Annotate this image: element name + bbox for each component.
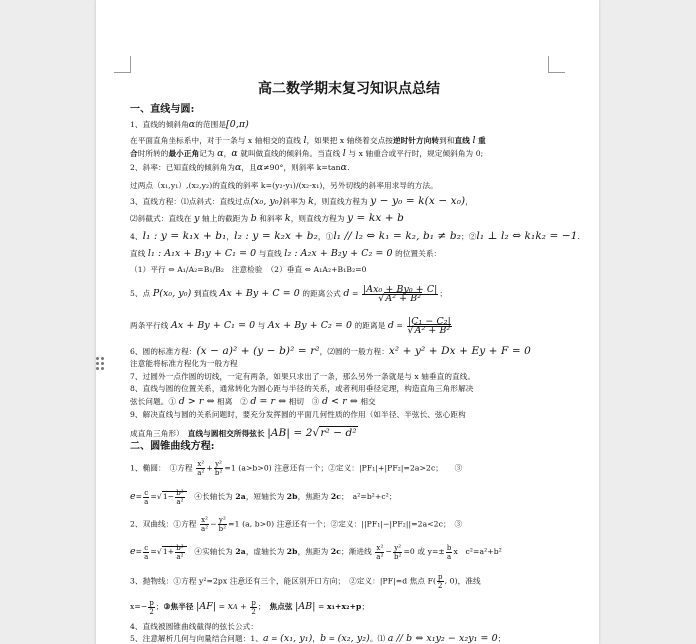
conic-ellipse-properties: e= $\frac{c}{a}$ =√1− $\frac{\text{b²}}{\text{a²}}$ ④长轴长为 2a，短轴长为 2b，焦距为 2c； a²=b²+c²； (130, 488, 397, 506)
section-heading-conics: 二、圆锥曲线方程: (130, 441, 215, 452)
item-3-slope-intercept: ⑵斜截式：直线在 y 轴上的截距为 b 和斜率 k，则直线方程为 y = kx + b (130, 212, 404, 224)
conic-parabola: 3、抛物线：①方程 y²=2px 注意还有三个，能区别开口方向； ②定义：|PF|=d 焦点 F( $\frac{p}{2}$ , 0)，准线 (130, 573, 481, 590)
paragraph-drag-handle[interactable] (96, 357, 104, 371)
item-4-general-form: 直线 l₁ : A₁x + B₁y + C₁ = 0 与直线 l₂ : A₂x + B₂y + C₂ = 0 的位置关系： (130, 248, 442, 259)
item-3-point-slope: 3、直线方程：⑴点斜式：直线过点(x₀, y₀)斜率为 k，则直线方程为 y − y₀ = k(x − x₀)， (130, 195, 473, 207)
item-8-cases: 弦长问题。① d > r ⇔ 相离 ② d = r ⇔ 相切 ③ d < r ⇔ 相交 (130, 396, 376, 407)
item-2-two-points: 过两点（x₁,y₁）,(x₂,y₂)的直线的斜率 k=(y₂-y₁)/(x₂-x₁)，另外切线的斜率用求导的方法。 (130, 181, 438, 190)
conic-ellipse: 1、椭圆： ①方程 $\frac{\text{x²}}{\text{a²}}$ + $\frac{\text{y²}}{\text{b²}}$ =1 (a>b>0) 注意还有一个；②定义：|PF₁|+|PF₂|=2a>2c； ③ (130, 460, 463, 477)
conic-hyperbola: 2、双曲线：①方程 $\frac{\text{x²}}{\text{a²}}$ − $\frac{\text{y²}}{\text{b²}}$ =1 (a, b>0) 注意还有一个；②定义：||PF₁|−|PF₂||=2a<2c； ③ (130, 516, 463, 533)
document-title: 高二数学期末复习知识点总结 (258, 81, 440, 97)
item-2: 2、斜率：已知直线的倾斜角为α，且α≠90°，则斜率 k=tanα. (130, 162, 350, 173)
item-1: 1、直线的倾斜角α的范围是[0,π) (130, 119, 249, 130)
item-6-note: 注意能将标准方程化为一般方程 (130, 359, 238, 368)
item-5-parallel-distance: 两条平行线 Ax + By + C₁ = 0 与 Ax + By + C₂ = 0 的距离是 d = $\frac{\text{|C₁ − C₂|}}{\text{√A² + B²}}$ (130, 315, 451, 336)
item-9-geometry: 9、解决直线与圆的关系问题时，要充分发挥圆的平面几何性质的作用（如半径、半弦长、弦心距构 (130, 410, 466, 419)
section-heading-lines-and-circles: 一、直线与圆: (130, 104, 195, 115)
item-5-point-line-distance: 5、点 P(x₀, y₀) 到直线 Ax + By + C = 0 的距离公式 d = $\frac{\text{|Ax₀ + By₀ + C|}}{\text{√A² + B²}}$ ； (130, 283, 448, 304)
item-4-parallel-perpendicular: 4、l₁ : y = k₁x + b₁，l₂ : y = k₂x + b₂，①l₁ // l₂ ⇔ k₁ = k₂, b₁ ≠ b₂；②l₁ ⊥ l₂ ⇔ k₁k₂ = −1. (130, 230, 581, 242)
item-7-tangent: 7、过圆外一点作圆的切线，一定有两条，如果只求出了一条，那么另外一条就是与 x 轴垂直的直线。 (130, 372, 476, 381)
item-4-relations: （1）平行 ⇔ A₁/A₂=B₁/B₂ 注意检验 （2）垂直 ⇔ A₁A₂+B₁B₂=0 (130, 265, 367, 274)
item-6-circle-equations: 6、圆的标准方程：(x − a)² + (y − b)² = r²，⑵圆的一般方程：x² + y² + Dx + Ey + F = 0 (130, 345, 531, 357)
item-8-line-circle: 8、直线与圆的位置关系，通常转化为圆心距与半径的关系，或者利用垂径定理，构造直角三角形解决 (130, 384, 474, 393)
item-1-desc-b: 合时所转的最小正角记为 α，α 就叫做直线的倾斜角。当直线 l 与 x 轴重合或平行时，规定倾斜角为 0; (130, 148, 484, 159)
crop-mark-top-right (548, 56, 565, 73)
conic-chord-length: 4、直线被圆锥曲线截得的弦长公式： (130, 622, 259, 631)
item-9-chord-length: 成直角三角形） 直线与圆相交所得弦长 |AB| = 2√r² − d² (130, 427, 357, 439)
conic-vector: 5、注意解析几何与向量结合问题：1、a = (x₁, y₁)，b = (x₂, y₂)。⑴ a // b ⇔ x₁y₂ − x₂y₁ = 0； (130, 633, 506, 644)
item-1-desc-a: 在平面直角坐标系中，对于一条与 x 轴相交的直线 l，如果把 x 轴绕着交点按逆时针方向转到和直线 l 重 (130, 135, 486, 146)
crop-mark-top-left (114, 56, 131, 73)
conic-parabola-focal: x=− $\frac{p}{2}$ ；③焦半径 |AF| = xA + $\frac{p}{2}$ ； 焦点弦 |AB| = x₁+x₂+p； (130, 598, 370, 616)
conic-hyperbola-properties: e= $\frac{c}{a}$ =√1+ $\frac{\text{b²}}{\text{a²}}$ ④实轴长为 2a，虚轴长为 2b，焦距为 2c；渐进线 $\frac{\text{x²}}{\text{a²}}$ − $\frac{\text{y²}}{\text{b²}}$ =0 或 y=± $\frac{b}{a}$ x c²=a²+b² (130, 543, 502, 561)
document-page (96, 0, 599, 644)
